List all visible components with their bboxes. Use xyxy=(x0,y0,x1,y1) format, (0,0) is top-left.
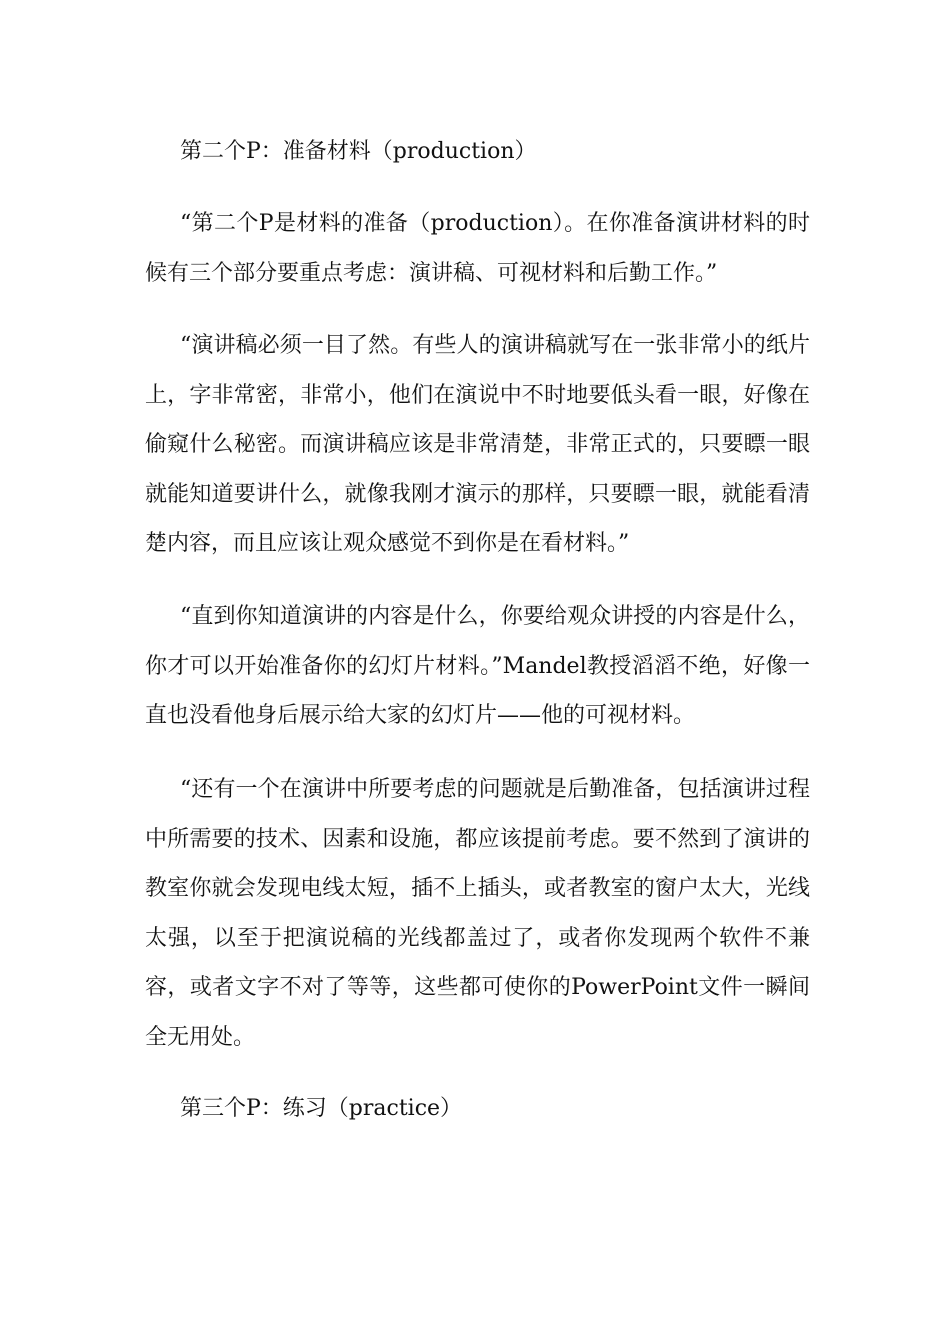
section-heading-practice: 第三个P：练习（practice） xyxy=(180,1096,463,1121)
paragraph-slides: “直到你知道演讲的内容是什么，你要给观众讲授的内容是什么，你才可以开始准备你的幻灯片材料。”Mandel教授滔滔不绝，好像一直也没看他身后展示给大家的幻灯片——他的可视材料。 xyxy=(145,604,810,728)
section-heading-production: 第二个P：准备材料（production） xyxy=(180,139,537,164)
paragraph-production-intro: “第二个P是材料的准备（production）。在你准备演讲材料的时候有三个部分要重点考虑：演讲稿、可视材料和后勤工作。” xyxy=(145,211,810,286)
paragraph-logistics: “还有一个在演讲中所要考虑的问题就是后勤准备，包括演讲过程中所需要的技术、因素和设施，都应该提前考虑。要不然到了演讲的教室你就会发现电线太短，插不上插头，或者教室的窗户太大，光线太强，以至于把演说稿的光线都盖过了，或者你发现两个软件不兼容，或者文字不对了等等，这些都可使你的PowerPoint文件一瞬间全无用处。 xyxy=(145,777,810,1050)
paragraph-speech-script: “演讲稿必须一目了然。有些人的演讲稿就写在一张非常小的纸片上，字非常密，非常小，他们在演说中不时地要低头看一眼，好像在偷窥什么秘密。而演讲稿应该是非常清楚，非常正式的，只要瞟一眼就能知道要讲什么，就像我刚才演示的那样，只要瞟一眼，就能看清楚内容，而且应该让观众感觉不到你是在看材料。” xyxy=(145,333,810,556)
